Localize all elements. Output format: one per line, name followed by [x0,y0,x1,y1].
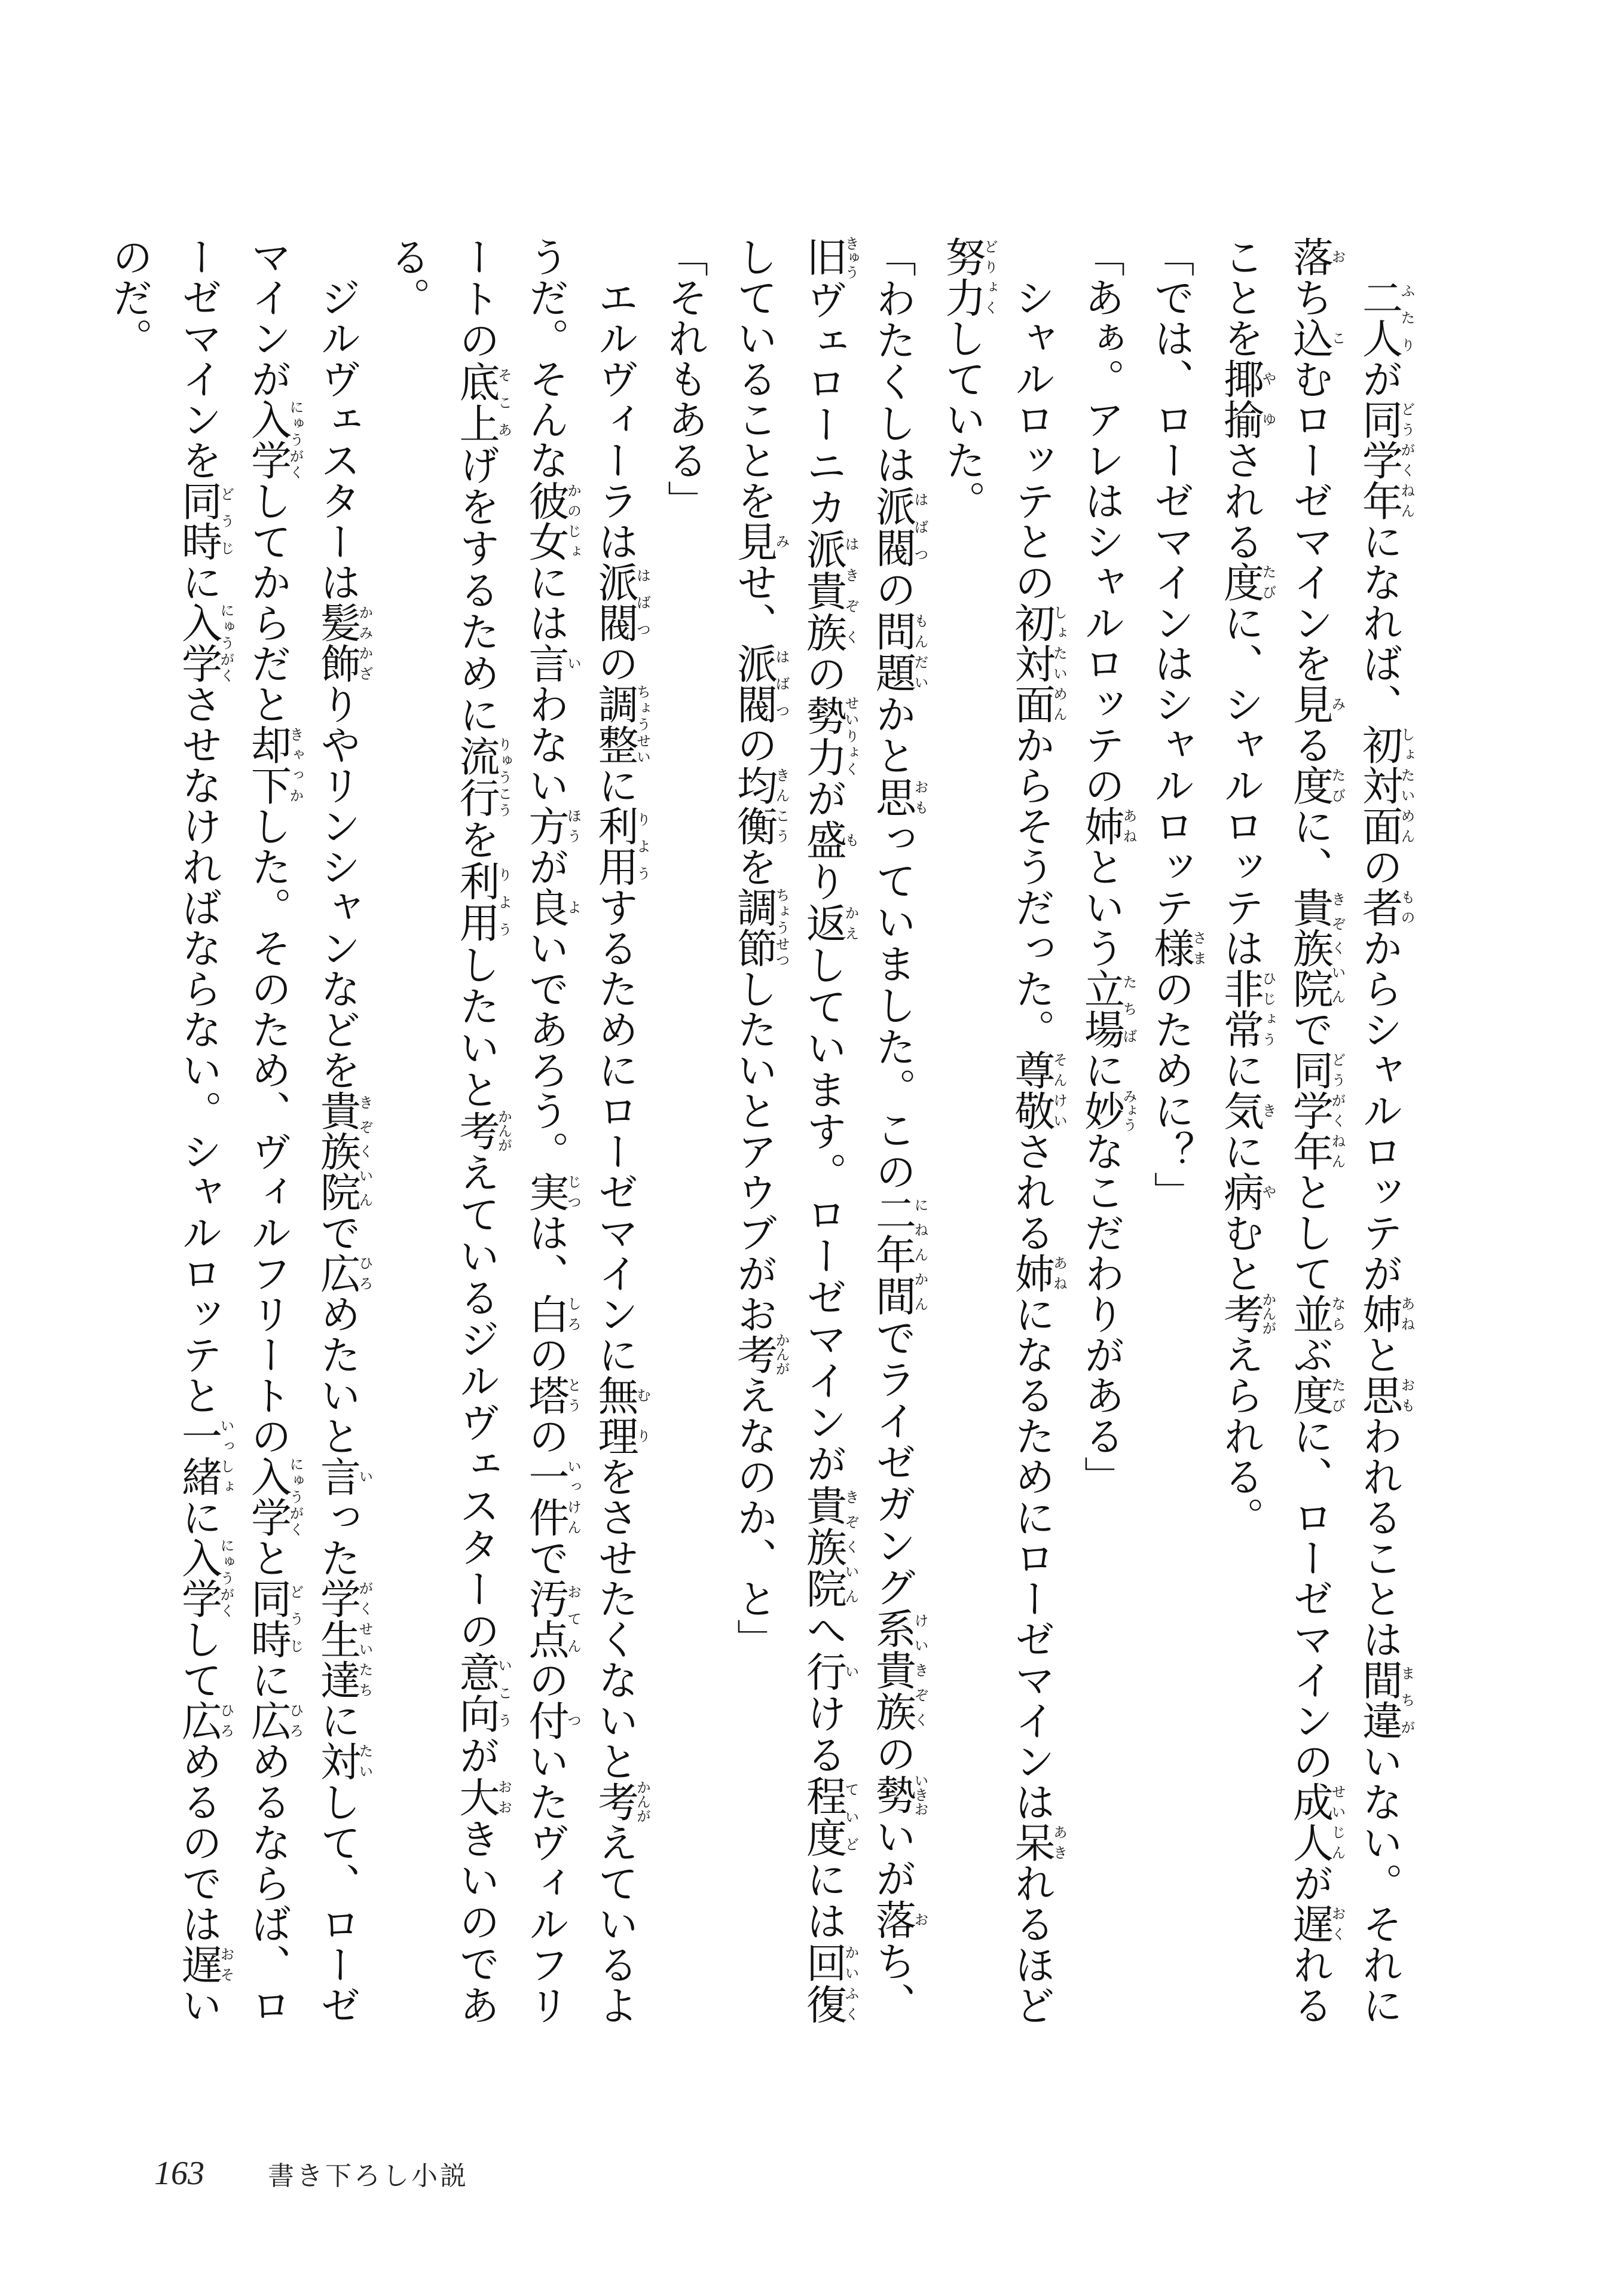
furigana: あね [1398,1293,1415,1334]
furigana: ひろ [287,1700,304,1741]
furigana: あね [1120,805,1137,846]
furigana: いきお [912,1773,928,1816]
ruby-word: 広ひろ [175,1700,234,1741]
ruby-word: 彼女かのじょ [522,480,582,561]
ruby-word: 言い [522,643,582,683]
furigana: ちょうせい [634,683,651,765]
furigana: よ [564,887,582,927]
paragraph: シャルロッテとの初対面しょたいめんからそうだった。尊敬そんけいされる姉あねになるためにローゼマインは呆あきれるほど努力どりょくしていた。 [939,236,1068,2025]
ruby-word: 込こ [1286,317,1346,358]
furigana: どうじ [218,480,234,561]
furigana: ふたり [1398,277,1415,358]
furigana: いこう [495,1651,512,1734]
ruby-word: 様さま [1147,927,1207,968]
ruby-word: 利用りよう [453,860,512,944]
paragraph: 「あぁ。アレはシャルロッテの姉あねという立場たちばに妙みょうなこだわりがある」 [1077,236,1137,1497]
section-title: 書き下ろし小説 [268,2161,469,2191]
furigana: むり [634,1375,651,1456]
ruby-word: 同時どうじ [244,1578,304,1659]
furigana: ていど [842,1775,859,1858]
ruby-word: 見み [1286,683,1346,724]
furigana: かんが [634,1780,651,1823]
ruby-word: 二年間にねんかん [869,1192,928,1317]
ruby-word: 意向いこう [453,1651,512,1735]
furigana: み [1329,683,1346,724]
ruby-word: 落お [869,1899,928,1941]
furigana: どうじ [287,1578,304,1659]
furigana: かいふく [842,1941,859,2025]
furigana: きぞくいん [356,1090,373,1212]
ruby-word: 貴族院きぞくいん [1286,887,1346,1009]
furigana: とう [564,1375,582,1415]
furigana: ひろ [356,1253,373,1293]
ruby-word: 努力どりょく [939,236,998,317]
furigana: あね [1050,1253,1068,1293]
ruby-word: 広ひろ [313,1253,373,1293]
furigana: おそ [218,1944,234,1984]
furigana: かえ [842,902,859,944]
ruby-word: 者もの [1355,887,1415,927]
furigana: おく [1329,1903,1346,1944]
furigana: はばつ [634,561,651,643]
ruby-word: 度たび [1286,765,1346,805]
ruby-word: 派閥はばつ [591,561,651,643]
furigana: しょたいめん [1050,602,1068,724]
ruby-word: 問題もんだい [869,610,928,694]
furigana: どうがくねん [1329,1049,1346,1171]
page-number: 163 [154,2155,204,2192]
ruby-word: 見み [730,521,790,561]
furigana: きゅう [842,236,859,279]
furigana: がくせいたち [356,1578,373,1700]
ruby-word: 姉あね [1077,805,1137,846]
ruby-word: 回復かいふく [799,1941,859,2025]
ruby-word: 却下きゃっか [244,724,304,805]
ruby-word: 勢力せいりょく [799,694,859,778]
page-footer [154,2152,469,2194]
ruby-word: 流行りゅうこう [453,735,512,819]
furigana: にゅうがく [287,399,304,480]
paragraph: 「では、ローゼマインはシャルロッテ様さまのために？」 [1147,236,1207,1212]
ruby-word: 遅おそ [175,1944,234,1984]
ruby-word: 汚点おてん [522,1578,582,1659]
paragraph: 二人ふたりが同学年どうがくねんになれば、初対面しょたいめんの者ものからシャルロッテが姉あねと思おもわれることは間違まちがいない。それに落おち込こむローゼマインを見みる度たびに、貴族院きぞくいんで同学年どうがくねんとして並ならぶ度たびに、ローゼマインの成人せいじんが遅おくれることを揶揄やゆされる度たびに、シャルロッテは非常ひじょうに気きに病やむと考かんがえられる。 [1216,236,1415,2025]
ruby-word: 病や [1216,1171,1276,1212]
furigana: み [773,521,790,561]
ruby-word: 塔とう [522,1375,582,1415]
furigana: たび [1260,561,1276,602]
furigana: にゅうがく [218,602,234,683]
ruby-word: 揶揄やゆ [1216,358,1276,439]
ruby-word: 考かんが [1216,1292,1276,1335]
ruby-word: 行い [799,1650,859,1693]
furigana: かみかざ [356,602,373,683]
furigana: お [1329,236,1346,277]
ruby-word: 貴族院きぞくいん [799,1484,859,1610]
furigana: きんこう [773,765,790,846]
ruby-word: 学生達がくせいたち [313,1578,373,1700]
furigana: あき [1050,1822,1068,1863]
ruby-word: 姉あね [1008,1253,1068,1293]
furigana: い [356,1456,373,1497]
ruby-word: 底上そこあ [453,361,512,445]
ruby-word: 入学にゅうがく [175,1537,234,1619]
ruby-word: 旧きゅう [799,236,859,279]
ruby-word: 調整ちょうせい [591,683,651,765]
furigana: もんだい [912,610,928,693]
ruby-word: 良よ [522,887,582,927]
furigana: しろ [564,1293,582,1334]
ruby-word: 調節ちょうせつ [730,887,790,968]
furigana: こ [1329,317,1346,358]
ruby-word: 付つ [522,1700,582,1741]
ruby-word: 尊敬そんけい [1008,1049,1068,1131]
ruby-word: 派閥はばつ [869,486,928,569]
ruby-word: 姉あね [1355,1293,1415,1334]
furigana: きゃっか [287,724,304,805]
furigana: どりょく [981,236,998,317]
furigana: ほう [564,805,582,846]
furigana: いっけん [564,1456,582,1537]
ruby-word: 立場たちば [1077,968,1137,1049]
paragraph: ジルヴェスターは髪飾かみかざりやリンシャンなどを貴族院きぞくいんで広ひろめたいと言いった学生達がくせいたちに対たいして、ローゼマインが入学にゅうがくしてからだと却下きゃっかした。そのため、ヴィルフリートの入学にゅうがくと同時どうじに広ひろめるならば、ローゼマインを同時どうじに入学にゅうがくさせなければならない。シャルロッテと一緒いっしょに入学にゅうがくして広ひろめるのでは遅おそいのだ。 [105,236,373,2025]
ruby-word: 入学にゅうがく [244,1456,304,1537]
ruby-word: 無理むり [591,1375,651,1456]
ruby-word: 同学年どうがくねん [1286,1049,1346,1171]
furigana: りゅうこう [495,735,512,819]
furigana: い [842,1650,859,1692]
ruby-word: 一緒いっしょ [175,1415,234,1497]
ruby-word: 同時どうじ [175,480,234,561]
furigana: かんが [1260,1292,1276,1335]
furigana: りよう [634,805,651,887]
furigana: おてん [564,1578,582,1659]
ruby-word: 大おお [453,1776,512,1818]
ruby-word: 勢いきお [869,1773,928,1816]
ruby-word: 派閥はばつ [730,643,790,724]
ruby-word: 成人せいじん [1286,1781,1346,1863]
furigana: かんが [495,1109,512,1153]
furigana: せいりょく [842,694,859,777]
furigana: お [912,1899,928,1940]
furigana: きぞくいん [1329,887,1346,1009]
furigana: にねんかん [912,1192,928,1317]
furigana: おも [1398,1375,1415,1415]
ruby-word: 貴族院きぞくいん [313,1090,373,1212]
furigana: ひじょう [1260,968,1276,1049]
paragraph: 「それもある」 [661,236,708,521]
furigana: さま [1190,927,1207,968]
furigana: き [1260,1090,1276,1131]
ruby-word: 利用りよう [591,805,651,887]
ruby-word: 均衡きんこう [730,765,790,846]
furigana: も [842,819,859,860]
furigana: おも [912,776,928,817]
furigana: りよう [495,860,512,943]
ruby-word: 実じつ [522,1171,582,1212]
furigana: にゅうがく [218,1537,234,1619]
furigana: どうがくねん [1398,399,1415,521]
ruby-word: 考かんが [730,1333,790,1376]
ruby-word: 二人ふたり [1355,277,1415,358]
ruby-word: 入学にゅうがく [244,399,304,480]
furigana: ちょうせつ [773,887,790,968]
ruby-word: 考かんが [591,1780,651,1823]
furigana: まちが [1398,1659,1415,1741]
furigana: かのじょ [564,480,582,561]
furigana: はきぞく [842,528,859,652]
ruby-word: 方ほう [522,805,582,846]
ruby-word: 派貴族はきぞく [799,528,859,654]
vertical-text-body [94,236,1414,2025]
ruby-word: 対たい [313,1741,373,1781]
furigana: はばつ [773,643,790,724]
furigana: やゆ [1260,358,1276,439]
furigana: なら [1329,1293,1346,1334]
ruby-word: 間違まちが [1355,1659,1415,1741]
paragraph: 「わたくしは派閥はばつの問題もんだいかと思おもっていました。この二年間にねんかんでライゼガング系貴族けいきぞくの勢いきおいが落おち、旧きゅうヴェローニカ派貴族はきぞくの勢力せいりょくが盛もり返かえしています。ローゼマインが貴族院きぞくいんへ行いける程度ていどには回復かいふくしていることを見みせ、派閥はばつの均衡きんこうを調節ちょうせつしたいとアウブがお考かんがえなのか、と」 [730,236,928,2025]
furigana: そこあ [495,361,512,444]
furigana: そんけい [1050,1049,1068,1131]
furigana: いっしょ [218,1415,234,1497]
ruby-word: 一件いっけん [522,1456,582,1537]
ruby-word: 白しろ [522,1293,582,1334]
furigana: や [1260,1171,1276,1212]
furigana: けいきぞく [912,1608,928,1732]
furigana: もの [1398,887,1415,927]
ruby-word: 呆あき [1008,1822,1068,1863]
ruby-word: 妙みょう [1077,1089,1137,1132]
ruby-word: 思おも [1355,1375,1415,1415]
ruby-word: 髪飾かみかざ [313,602,373,683]
furigana: い [564,643,582,683]
ruby-word: 入学にゅうがく [175,602,234,683]
ruby-word: 返かえ [799,902,859,944]
ruby-word: 度たび [1286,1375,1346,1415]
furigana: みょう [1120,1089,1137,1132]
ruby-word: 系貴族けいきぞく [869,1608,928,1733]
furigana: じつ [564,1171,582,1212]
ruby-word: 考かんが [453,1109,512,1153]
ruby-word: 落お [1286,236,1346,277]
furigana: たちば [1120,968,1137,1049]
ruby-word: 盛も [799,819,859,861]
furigana: たい [356,1741,373,1781]
ruby-word: 初対面しょたいめん [1008,602,1068,724]
ruby-word: 言い [313,1456,373,1497]
ruby-word: 広ひろ [244,1700,304,1741]
ruby-word: 同学年どうがくねん [1355,399,1415,521]
ruby-word: 思おも [869,776,928,819]
furigana: にゅうがく [287,1456,304,1537]
furigana: たび [1329,765,1346,805]
ruby-word: 度たび [1216,561,1276,602]
furigana: きぞくいん [842,1484,859,1608]
ruby-word: 遅おく [1286,1903,1346,1944]
furigana: おお [495,1776,512,1818]
furigana: かんが [773,1333,790,1376]
furigana: ひろ [218,1700,234,1741]
paragraph: エルヴィーラは派閥はばつの調整ちょうせいに利用りようするためにローゼマインに無理むりをさせたくないと考かんがえているようだ。そんな彼女かのじょには言いわない方ほうが良よいであろう。実じつは、白しろの塔とうの一件いっけんで汚点おてんの付ついたヴィルフリートの底上そこあげをするために流行りゅうこうを利用りようしたいと考かんがえているジルヴェスターの意向いこうが大おおきいのである。 [383,236,651,2026]
ruby-word: 非常ひじょう [1216,968,1276,1049]
ruby-word: 気き [1216,1090,1276,1131]
furigana: はばつ [912,486,928,568]
furigana: たび [1329,1375,1346,1415]
furigana: しょたいめん [1398,724,1415,846]
ruby-word: 程度ていど [799,1775,859,1859]
ruby-word: 並なら [1286,1293,1346,1334]
furigana: せいじん [1329,1781,1346,1863]
ruby-word: 初対面しょたいめん [1355,724,1415,846]
furigana: つ [564,1700,582,1741]
